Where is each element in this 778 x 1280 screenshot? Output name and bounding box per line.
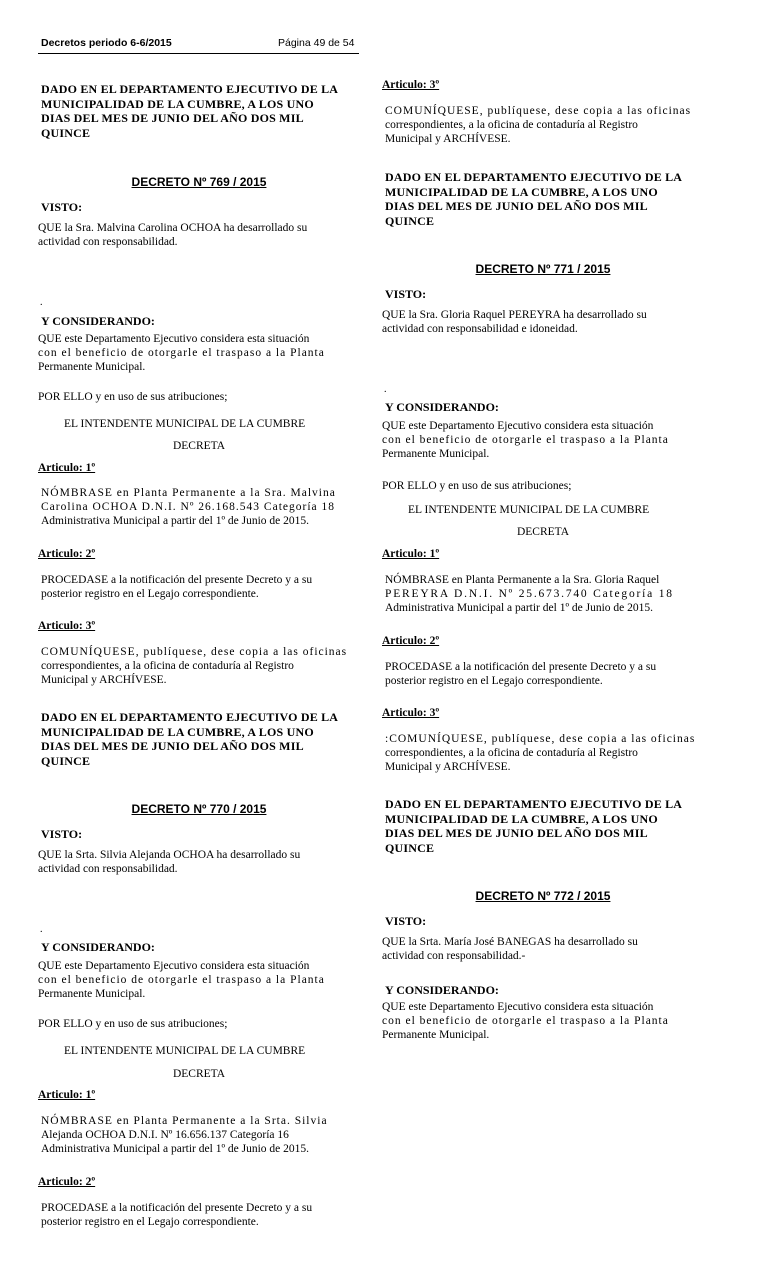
text-line: QUE la Srta. María José BANEGAS ha desarrollado su (382, 936, 638, 948)
decreto-769-title: DECRETO Nº 769 / 2015 (131, 175, 267, 189)
dado-line: DADO EN EL DEPARTAMENTO EJECUTIVO DE LA (41, 82, 339, 96)
dado-line: DIAS DEL MES DE JUNIO DEL AÑO DOS MIL (41, 111, 304, 126)
dado-line: MUNICIPALIDAD DE LA CUMBRE, A LOS UNO (41, 96, 314, 111)
visto-text (382, 308, 702, 336)
articulo-1-text (38, 1114, 360, 1157)
dado-block (38, 710, 338, 768)
intendente-text: EL INTENDENTE MUNICIPAL DE LA CUMBRE (64, 1045, 306, 1057)
text-line: NÓMBRASE en Planta Permanente a la Sra. Gloria Raquel (385, 574, 660, 586)
text-line: con el beneficio de otorgarle el traspaso a la Planta (38, 974, 325, 987)
decreta-text: DECRETA (172, 440, 226, 452)
text-line: PROCEDASE a la notificación del presente Decreto y a su (41, 1202, 313, 1214)
text-line: con el beneficio de otorgarle el traspaso a la Planta (382, 434, 669, 447)
text-line: actividad con responsabilidad. (38, 236, 178, 249)
articulo-3-text (382, 104, 704, 147)
intendente-text: EL INTENDENTE MUNICIPAL DE LA CUMBRE (408, 504, 650, 516)
considerando-label: Y CONSIDERANDO: (385, 400, 499, 414)
intendente-text: EL INTENDENTE MUNICIPAL DE LA CUMBRE (64, 418, 306, 430)
text-line: QUE la Srta. Silvia Alejanda OCHOA ha desarrollado su (38, 849, 301, 861)
visto-text (38, 848, 360, 876)
text-line: Administrativa Municipal a partir del 1º de Junio de 2015. (385, 602, 654, 615)
visto-label: VISTO: (385, 287, 427, 301)
articulo-1-label: Articulo: 1º (382, 548, 440, 560)
text-line: PROCEDASE a la notificación del presente Decreto y a su (385, 661, 657, 673)
por-ello-text: POR ELLO y en uso de sus atribuciones; (38, 391, 228, 403)
articulo-3-text (382, 732, 704, 775)
dado-line: MUNICIPALIDAD DE LA CUMBRE, A LOS UNO (41, 724, 314, 739)
header-title: Decretos periodo 6-6/2015 (41, 37, 172, 49)
considerando-text (38, 332, 360, 375)
articulo-1-text (382, 573, 704, 616)
text-line: QUE este Departamento Ejecutivo considera esta situación (382, 1001, 654, 1013)
text-line: Municipal y ARCHÍVESE. (41, 674, 167, 687)
text-line: Municipal y ARCHÍVESE. (385, 133, 511, 146)
text-line: Permanente Municipal. (382, 448, 490, 461)
text-line: con el beneficio de otorgarle el traspaso a la Planta (38, 347, 325, 360)
considerando-text (382, 1000, 702, 1043)
articulo-2-text (38, 573, 360, 601)
considerando-label: Y CONSIDERANDO: (41, 314, 155, 328)
articulo-2-text (382, 660, 704, 688)
text-line: actividad con responsabilidad.- (382, 950, 526, 963)
dado-line: DIAS DEL MES DE JUNIO DEL AÑO DOS MIL (41, 739, 304, 754)
dado-line: DIAS DEL MES DE JUNIO DEL AÑO DOS MIL (385, 199, 648, 214)
decreta-text: DECRETA (516, 526, 570, 538)
text-line: actividad con responsabilidad. (38, 863, 178, 876)
dado-line: QUINCE (41, 125, 91, 140)
dado-line: DADO EN EL DEPARTAMENTO EJECUTIVO DE LA (41, 710, 339, 724)
articulo-3-text (38, 645, 360, 688)
articulo-2-label: Articulo: 2º (382, 635, 440, 647)
text-line: correspondientes, a la oficina de contaduría al Registro (385, 747, 638, 760)
text-line: correspondientes, a la oficina de contaduría al Registro (41, 660, 294, 673)
dado-line: DADO EN EL DEPARTAMENTO EJECUTIVO DE LA (385, 797, 683, 811)
header-page-number: Página 49 de 54 (278, 37, 355, 49)
text-line: posterior registro en el Legajo correspondiente. (41, 588, 259, 601)
text-line: :COMUNÍQUESE, publíquese, dese copia a las oficinas (385, 733, 696, 745)
visto-label: VISTO: (41, 827, 83, 841)
text-line: Municipal y ARCHÍVESE. (385, 761, 511, 774)
text-line: QUE este Departamento Ejecutivo considera esta situación (38, 960, 310, 972)
articulo-3-label: Articulo: 3º (38, 620, 96, 632)
text-line: NÓMBRASE en Planta Permanente a la Srta. Silvia (41, 1115, 328, 1127)
por-ello-text: POR ELLO y en uso de sus atribuciones; (38, 1018, 228, 1030)
decreta-text: DECRETA (172, 1068, 226, 1080)
left-column (38, 82, 360, 1242)
text-line: Alejanda OCHOA D.N.I. Nº 16.656.137 Categoría 16 (41, 1129, 289, 1142)
considerando-text (38, 959, 360, 1002)
considerando-text (382, 419, 702, 462)
text-line: actividad con responsabilidad e idoneidad. (382, 323, 578, 336)
dado-line: QUINCE (41, 753, 91, 768)
text-line: correspondientes, a la oficina de contaduría al Registro (385, 119, 638, 132)
por-ello-text: POR ELLO y en uso de sus atribuciones; (382, 480, 572, 492)
articulo-1-label: Articulo: 1º (38, 462, 96, 474)
text-line: Permanente Municipal. (38, 988, 146, 1001)
text-line: QUE la Sra. Gloria Raquel PEREYRA ha desarrollado su (382, 309, 647, 321)
decreto-772-title: DECRETO Nº 772 / 2015 (475, 889, 611, 903)
text-line: con el beneficio de otorgarle el traspaso a la Planta (382, 1015, 669, 1028)
visto-label: VISTO: (41, 200, 83, 214)
considerando-label: Y CONSIDERANDO: (41, 940, 155, 954)
text-line: Permanente Municipal. (382, 1029, 490, 1042)
considerando-label: Y CONSIDERANDO: (385, 983, 499, 997)
text-line: COMUNÍQUESE, publíquese, dese copia a las oficinas (41, 646, 348, 658)
text-line: PEREYRA D.N.I. Nº 25.673.740 Categoría 18 (385, 588, 674, 601)
dado-block (382, 797, 682, 855)
text-line: posterior registro en el Legajo correspondiente. (41, 1216, 259, 1229)
dado-block (382, 170, 682, 228)
dot-mark: . (40, 924, 43, 935)
decreto-770-title: DECRETO Nº 770 / 2015 (131, 802, 267, 816)
dot-mark: . (40, 297, 43, 308)
text-line: NÓMBRASE en Planta Permanente a la Sra. Malvina (41, 487, 336, 499)
articulo-1-label: Articulo: 1º (38, 1089, 96, 1101)
dot-mark: . (384, 384, 387, 395)
text-line: COMUNÍQUESE, publíquese, dese copia a las oficinas (385, 105, 692, 117)
text-line: posterior registro en el Legajo correspondiente. (385, 675, 603, 688)
dado-line: MUNICIPALIDAD DE LA CUMBRE, A LOS UNO (385, 811, 658, 826)
header-rule (38, 53, 359, 54)
articulo-2-label: Articulo: 2º (38, 1176, 96, 1188)
text-line: Administrativa Municipal a partir del 1º de Junio de 2015. (41, 515, 310, 528)
articulo-3-label: Articulo: 3º (382, 707, 440, 719)
visto-label: VISTO: (385, 914, 427, 928)
text-line: QUE este Departamento Ejecutivo considera esta situación (382, 420, 654, 432)
articulo-2-text (38, 1201, 360, 1229)
text-line: PROCEDASE a la notificación del presente Decreto y a su (41, 574, 313, 586)
text-line: Carolina OCHOA D.N.I. Nº 26.168.543 Categoría 18 (41, 501, 335, 514)
dado-line: QUINCE (385, 213, 435, 228)
dado-line: MUNICIPALIDAD DE LA CUMBRE, A LOS UNO (385, 184, 658, 199)
articulo-1-text (38, 486, 360, 529)
dado-line: DADO EN EL DEPARTAMENTO EJECUTIVO DE LA (385, 170, 683, 184)
visto-text (382, 935, 702, 963)
dado-line: QUINCE (385, 840, 435, 855)
dado-line: DIAS DEL MES DE JUNIO DEL AÑO DOS MIL (385, 826, 648, 841)
visto-text (38, 221, 360, 249)
text-line: QUE este Departamento Ejecutivo considera esta situación (38, 333, 310, 345)
articulo-3-label: Articulo: 3º (382, 79, 440, 91)
articulo-2-label: Articulo: 2º (38, 548, 96, 560)
text-line: QUE la Sra. Malvina Carolina OCHOA ha desarrollado su (38, 222, 308, 234)
right-column (382, 79, 704, 1059)
dado-block (38, 82, 338, 140)
text-line: Permanente Municipal. (38, 361, 146, 374)
text-line: Administrativa Municipal a partir del 1º de Junio de 2015. (41, 1143, 310, 1156)
decreto-771-title: DECRETO Nº 771 / 2015 (475, 262, 611, 276)
